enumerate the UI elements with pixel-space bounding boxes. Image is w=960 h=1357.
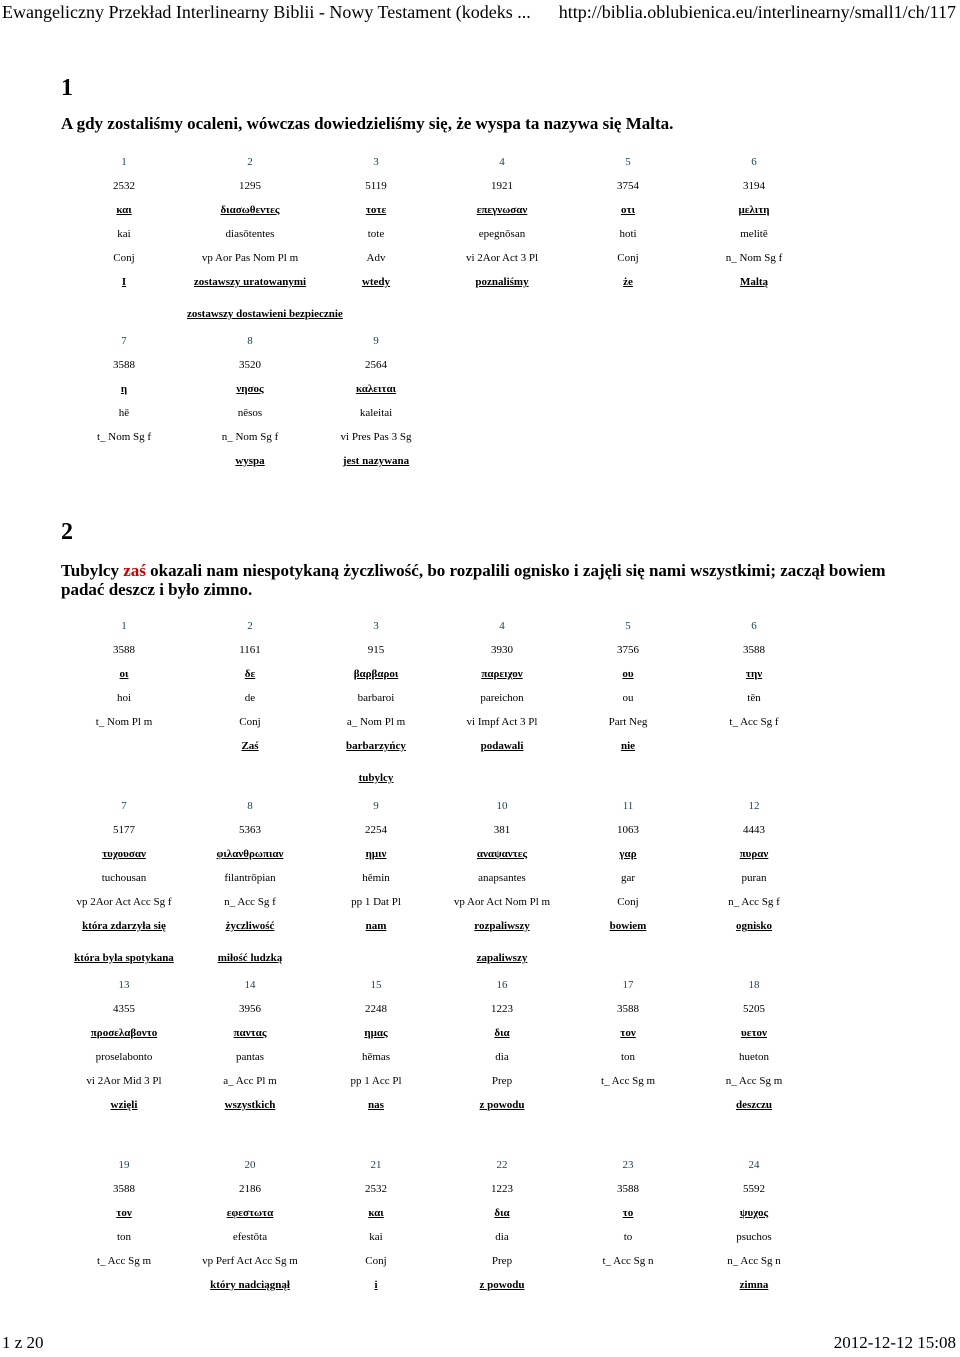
cell-translit: hēmas: [361, 1051, 391, 1063]
cell-strong: 1063: [617, 824, 639, 836]
cell-num: 11: [622, 800, 634, 812]
cell-translit: ou: [622, 692, 634, 704]
cell-pl[interactable]: która zdarzyła się: [82, 920, 166, 932]
cell-morph: n_ Acc Sg n: [727, 1255, 781, 1267]
cell-num: 14: [244, 979, 256, 991]
cell-greek[interactable]: δε: [244, 668, 256, 680]
row-strong: [61, 174, 817, 198]
interlinear-block: [61, 794, 817, 970]
cell-pl[interactable]: z powodu: [479, 1279, 525, 1291]
cell-greek[interactable]: η: [120, 383, 128, 395]
cell-strong: 1921: [491, 180, 513, 192]
cell-num: 19: [118, 1159, 130, 1171]
cell-morph: n_ Nom Sg f: [221, 431, 279, 443]
cell-greek[interactable]: βαρβαροι: [353, 668, 399, 680]
cell-translit: dia: [495, 1051, 509, 1063]
cell-translit: proselabonto: [95, 1051, 153, 1063]
row-morph: [61, 425, 817, 449]
cell-translit: hē: [118, 407, 130, 419]
cell-strong: 3756: [617, 644, 639, 656]
row-translit: [61, 1225, 817, 1249]
cell-morph: n_ Nom Sg f: [725, 252, 783, 264]
cell-morph: Conj: [617, 896, 639, 908]
cell-pl[interactable]: jest nazywana: [342, 455, 410, 467]
cell-translit: hoti: [619, 228, 637, 240]
cell-strong: 5205: [743, 1003, 765, 1015]
cell-pl[interactable]: nam: [365, 920, 387, 932]
cell-num: 16: [496, 979, 508, 991]
row-translit: [61, 866, 817, 890]
cell-morph: n_ Acc Sg f: [728, 896, 780, 908]
cell-strong: 1223: [491, 1003, 513, 1015]
verse-translation: [61, 114, 901, 133]
cell-greek[interactable]: τον: [116, 1207, 132, 1219]
verse-text-part: A gdy zostaliśmy ocaleni, wówczas dowiedzieliśmy się, że wyspa ta nazywa się Malta.: [61, 114, 674, 133]
cell-morph: vi Impf Act 3 Pl: [466, 716, 538, 728]
cell-greek[interactable]: παρειχον: [481, 668, 523, 680]
cell-pl[interactable]: I: [121, 276, 127, 288]
row-greek: [61, 198, 817, 222]
row-strong: [61, 818, 817, 842]
cell-num: 7: [121, 335, 127, 347]
cell-num: 18: [748, 979, 760, 991]
cell-translit: psuchos: [736, 1231, 772, 1243]
cell-pl[interactable]: wyspa: [235, 455, 265, 467]
cell-translit: nēsos: [237, 407, 263, 419]
cell-morph: Prep: [491, 1255, 513, 1267]
cell-num: 4: [499, 156, 505, 168]
cell-num: 1: [121, 156, 127, 168]
row-translit: [61, 1045, 817, 1069]
cell-translit: pareichon: [480, 692, 524, 704]
row-morph: [61, 710, 817, 734]
row-strong: [61, 353, 817, 377]
cell-strong: 2254: [365, 824, 387, 836]
row-pl: [61, 1273, 817, 1297]
row-morph: [61, 246, 817, 270]
cell-alt-translation[interactable]: która była spotykana: [74, 952, 174, 964]
row-greek: [61, 377, 817, 401]
cell-pl[interactable]: życzliwość: [225, 920, 275, 932]
cell-translit: melitē: [740, 228, 768, 240]
row-strong: [61, 1177, 817, 1201]
cell-alt-translation[interactable]: miłość ludzką: [217, 952, 283, 964]
row-num: [61, 973, 817, 997]
cell-greek[interactable]: παντας: [233, 1027, 267, 1039]
cell-strong: 5177: [113, 824, 135, 836]
row-translit: [61, 222, 817, 246]
cell-morph: Part Neg: [608, 716, 648, 728]
cell-greek[interactable]: φιλανθρωπιαν: [216, 848, 284, 860]
row-translit: [61, 686, 817, 710]
cell-strong: 2532: [365, 1183, 387, 1195]
verse-text-part: Tubylcy: [61, 561, 124, 580]
cell-pl[interactable]: zimna: [739, 1279, 769, 1291]
cell-greek[interactable]: ημας: [364, 1027, 388, 1039]
cell-strong: 3930: [491, 644, 513, 656]
cell-pl[interactable]: zostawszy uratowanymi: [193, 276, 307, 288]
cell-num: 3: [373, 620, 379, 632]
cell-strong: 2248: [365, 1003, 387, 1015]
verse-text-part: okazali nam niespotykaną życzliwość, bo rozpalili ognisko i zajęli się nami wszystkimi; zaczął bowiem padać deszcz i było zimno.: [61, 561, 886, 599]
row-strong: [61, 997, 817, 1021]
cell-greek[interactable]: νησος: [236, 383, 264, 395]
cell-translit: tuchousan: [101, 872, 147, 884]
cell-morph: pp 1 Acc Pl: [350, 1075, 402, 1087]
cell-morph: Conj: [113, 252, 135, 264]
cell-greek[interactable]: δια: [494, 1207, 510, 1219]
cell-strong: 2532: [113, 180, 135, 192]
row-strong: [61, 638, 817, 662]
cell-strong: 5592: [743, 1183, 765, 1195]
row-greek: [61, 662, 817, 686]
row-pl: [61, 449, 817, 473]
cell-greek[interactable]: οτι: [621, 204, 635, 216]
cell-pl[interactable]: z powodu: [479, 1099, 525, 1111]
cell-num: 3: [373, 156, 379, 168]
row-num: [61, 614, 817, 638]
cell-translit: kaleitai: [359, 407, 393, 419]
row-num: [61, 150, 817, 174]
cell-morph: t_ Acc Sg m: [96, 1255, 152, 1267]
cell-translit: hoi: [116, 692, 132, 704]
cell-morph: vi 2Aor Act 3 Pl: [465, 252, 539, 264]
print-datetime: 2012-12-12 15:08: [833, 1333, 956, 1352]
cell-translit: hēmin: [362, 872, 390, 884]
cell-morph: vi 2Aor Mid 3 Pl: [86, 1075, 162, 1087]
cell-morph: a_ Nom Pl m: [346, 716, 406, 728]
cell-pl[interactable]: rozpaliwszy: [474, 920, 530, 932]
cell-greek[interactable]: τυχουσαν: [102, 848, 146, 860]
cell-greek[interactable]: την: [745, 668, 763, 680]
cell-num: 6: [751, 620, 757, 632]
cell-pl[interactable]: poznaliśmy: [475, 276, 529, 288]
interlinear-block: [61, 150, 817, 326]
cell-strong: 1223: [491, 1183, 513, 1195]
cell-strong: 3588: [113, 359, 135, 371]
cell-strong: 1295: [239, 180, 261, 192]
cell-morph: pp 1 Dat Pl: [351, 896, 401, 908]
cell-greek[interactable]: εφεστωτα: [226, 1207, 274, 1219]
interlinear-block: [61, 973, 817, 1117]
cell-num: 6: [751, 156, 757, 168]
cell-num: 5: [625, 620, 631, 632]
cell-num: 17: [622, 979, 634, 991]
row-translit: [61, 401, 817, 425]
cell-num: 22: [496, 1159, 508, 1171]
cell-strong: 3588: [617, 1183, 639, 1195]
cell-pl[interactable]: Maltą: [739, 276, 769, 288]
verse-number: 2: [61, 519, 73, 545]
cell-num: 2: [247, 620, 253, 632]
cell-morph: vp Aor Pas Nom Pl m: [201, 252, 299, 264]
cell-greek[interactable]: οι: [119, 668, 129, 680]
cell-strong: 5119: [365, 180, 387, 192]
cell-num: 8: [247, 800, 253, 812]
cell-strong: 3588: [113, 1183, 135, 1195]
cell-pl[interactable]: Zaś: [241, 740, 259, 752]
cell-greek[interactable]: υετον: [741, 1027, 767, 1039]
cell-strong: 3588: [743, 644, 765, 656]
cell-strong: 3956: [239, 1003, 261, 1015]
cell-num: 9: [373, 335, 379, 347]
row-greek: [61, 1201, 817, 1225]
row-num: [61, 329, 817, 353]
row-num: [61, 1153, 817, 1177]
cell-morph: a_ Acc Pl m: [223, 1075, 277, 1087]
cell-greek[interactable]: μελιτη: [738, 204, 770, 216]
cell-translit: ton: [116, 1231, 132, 1243]
cell-pl[interactable]: nas: [368, 1099, 384, 1111]
cell-num: 13: [118, 979, 130, 991]
cell-num: 15: [370, 979, 382, 991]
verse-translation: [61, 561, 901, 599]
cell-translit: tēn: [747, 692, 761, 704]
cell-morph: n_ Acc Sg f: [224, 896, 276, 908]
cell-morph: t_ Acc Sg m: [600, 1075, 656, 1087]
cell-greek[interactable]: προσελαβοντο: [90, 1027, 158, 1039]
row-morph: [61, 1069, 817, 1093]
cell-translit: filantrōpian: [224, 872, 276, 884]
row-alt-translation: [61, 302, 817, 326]
cell-greek[interactable]: ψυχος: [739, 1207, 769, 1219]
row-num: [61, 794, 817, 818]
cell-num: 24: [748, 1159, 760, 1171]
cell-pl[interactable]: wtedy: [361, 276, 391, 288]
cell-greek[interactable]: το: [622, 1207, 634, 1219]
cell-pl[interactable]: barbarzyńcy: [346, 740, 406, 752]
cell-pl[interactable]: nie: [620, 740, 636, 752]
cell-strong: 3588: [617, 1003, 639, 1015]
cell-morph: Adv: [366, 252, 386, 264]
cell-morph: Prep: [491, 1075, 513, 1087]
cell-strong: 3194: [743, 180, 765, 192]
cell-strong: 4443: [743, 824, 765, 836]
cell-translit: anapsantes: [478, 872, 526, 884]
page-counter: 1 z 20: [2, 1333, 44, 1352]
cell-num: 2: [247, 156, 253, 168]
cell-alt-translation[interactable]: zostawszy dostawieni bezpiecznie: [187, 308, 343, 320]
cell-num: 21: [370, 1159, 382, 1171]
row-morph: [61, 890, 817, 914]
cell-strong: 381: [493, 824, 511, 836]
cell-num: 10: [496, 800, 508, 812]
cell-translit: efestōta: [232, 1231, 268, 1243]
cell-strong: 1161: [239, 644, 261, 656]
row-alt-translation: [61, 766, 817, 790]
cell-morph: n_ Acc Sg m: [725, 1075, 783, 1087]
cell-num: 5: [625, 156, 631, 168]
cell-num: 23: [622, 1159, 634, 1171]
cell-greek[interactable]: αναψαντες: [476, 848, 528, 860]
cell-num: 7: [121, 800, 127, 812]
cell-pl[interactable]: podawali: [480, 740, 524, 752]
cell-strong: 3754: [617, 180, 639, 192]
cell-num: 12: [748, 800, 760, 812]
row-pl: [61, 1093, 817, 1117]
cell-strong: 2564: [365, 359, 387, 371]
cell-morph: vp 2Aor Act Acc Sg f: [76, 896, 172, 908]
cell-greek[interactable]: καλειται: [355, 383, 397, 395]
cell-greek[interactable]: πυραν: [739, 848, 769, 860]
cell-num: 20: [244, 1159, 256, 1171]
cell-greek[interactable]: ημιν: [365, 848, 387, 860]
cell-num: 1: [121, 620, 127, 632]
cell-strong: 5363: [239, 824, 261, 836]
cell-morph: Conj: [617, 252, 639, 264]
verse-number: 1: [61, 75, 73, 101]
cell-morph: t_ Nom Pl m: [95, 716, 153, 728]
interlinear-block: [61, 1153, 817, 1297]
row-greek: [61, 1021, 817, 1045]
cell-pl[interactable]: wszystkich: [224, 1099, 276, 1111]
cell-greek[interactable]: και: [368, 1207, 384, 1219]
cell-greek[interactable]: διασωθεντες: [220, 204, 280, 216]
cell-greek[interactable]: ου: [622, 668, 634, 680]
row-pl: [61, 914, 817, 938]
cell-num: 9: [373, 800, 379, 812]
cell-translit: to: [623, 1231, 633, 1243]
cell-strong: 3588: [113, 644, 135, 656]
cell-alt-translation[interactable]: tubylcy: [358, 772, 394, 784]
cell-greek[interactable]: δια: [494, 1027, 510, 1039]
cell-translit: hueton: [739, 1051, 769, 1063]
cell-morph: t_ Acc Sg n: [602, 1255, 654, 1267]
verse-highlight: zaś: [123, 561, 146, 580]
cell-greek[interactable]: επεγνωσαν: [476, 204, 528, 216]
row-pl: [61, 734, 817, 758]
cell-translit: pantas: [235, 1051, 265, 1063]
cell-translit: puran: [741, 872, 767, 884]
interlinear-block: [61, 614, 817, 790]
cell-translit: kai: [369, 1231, 383, 1243]
cell-pl[interactable]: bowiem: [609, 920, 647, 932]
cell-translit: gar: [620, 872, 636, 884]
cell-pl[interactable]: ognisko: [735, 920, 773, 932]
cell-morph: vp Aor Act Nom Pl m: [453, 896, 551, 908]
cell-translit: barbaroi: [357, 692, 395, 704]
cell-pl[interactable]: i: [374, 1279, 378, 1291]
cell-translit: de: [244, 692, 256, 704]
cell-greek[interactable]: τοτε: [365, 204, 387, 216]
cell-translit: dia: [495, 1231, 509, 1243]
cell-translit: diasōtentes: [225, 228, 275, 240]
cell-morph: Conj: [365, 1255, 387, 1267]
cell-strong: 2186: [239, 1183, 261, 1195]
cell-strong: 915: [367, 644, 385, 656]
cell-morph: vp Perf Act Acc Sg m: [202, 1255, 298, 1267]
cell-num: 4: [499, 620, 505, 632]
cell-pl[interactable]: który nadciągnął: [210, 1279, 290, 1291]
page-header-title: Ewangeliczny Przekład Interlinearny Biblii - Nowy Testament (kodeks ...: [2, 2, 531, 22]
cell-strong: 4355: [113, 1003, 135, 1015]
row-pl: [61, 270, 817, 294]
cell-morph: t_ Nom Sg f: [96, 431, 152, 443]
cell-pl[interactable]: że: [623, 276, 633, 288]
cell-morph: vi Pres Pas 3 Sg: [340, 431, 412, 443]
cell-translit: tote: [367, 228, 385, 240]
cell-pl[interactable]: deszczu: [735, 1099, 773, 1111]
cell-pl[interactable]: wzięli: [110, 1099, 138, 1111]
interlinear-block: [61, 329, 817, 473]
cell-greek[interactable]: τον: [620, 1027, 636, 1039]
cell-translit: kai: [117, 228, 131, 240]
row-greek: [61, 842, 817, 866]
cell-alt-translation[interactable]: zapaliwszy: [476, 952, 528, 964]
cell-greek[interactable]: γαρ: [619, 848, 637, 860]
cell-num: 8: [247, 335, 253, 347]
cell-strong: 3520: [239, 359, 261, 371]
row-alt-translation: [61, 946, 817, 970]
cell-morph: t_ Acc Sg f: [729, 716, 779, 728]
cell-translit: ton: [620, 1051, 636, 1063]
page-header-url[interactable]: http://biblia.oblubienica.eu/interlinearny/small1/ch/117: [558, 2, 956, 22]
cell-morph: Conj: [239, 716, 261, 728]
cell-greek[interactable]: και: [116, 204, 132, 216]
cell-translit: epegnōsan: [478, 228, 526, 240]
row-morph: [61, 1249, 817, 1273]
